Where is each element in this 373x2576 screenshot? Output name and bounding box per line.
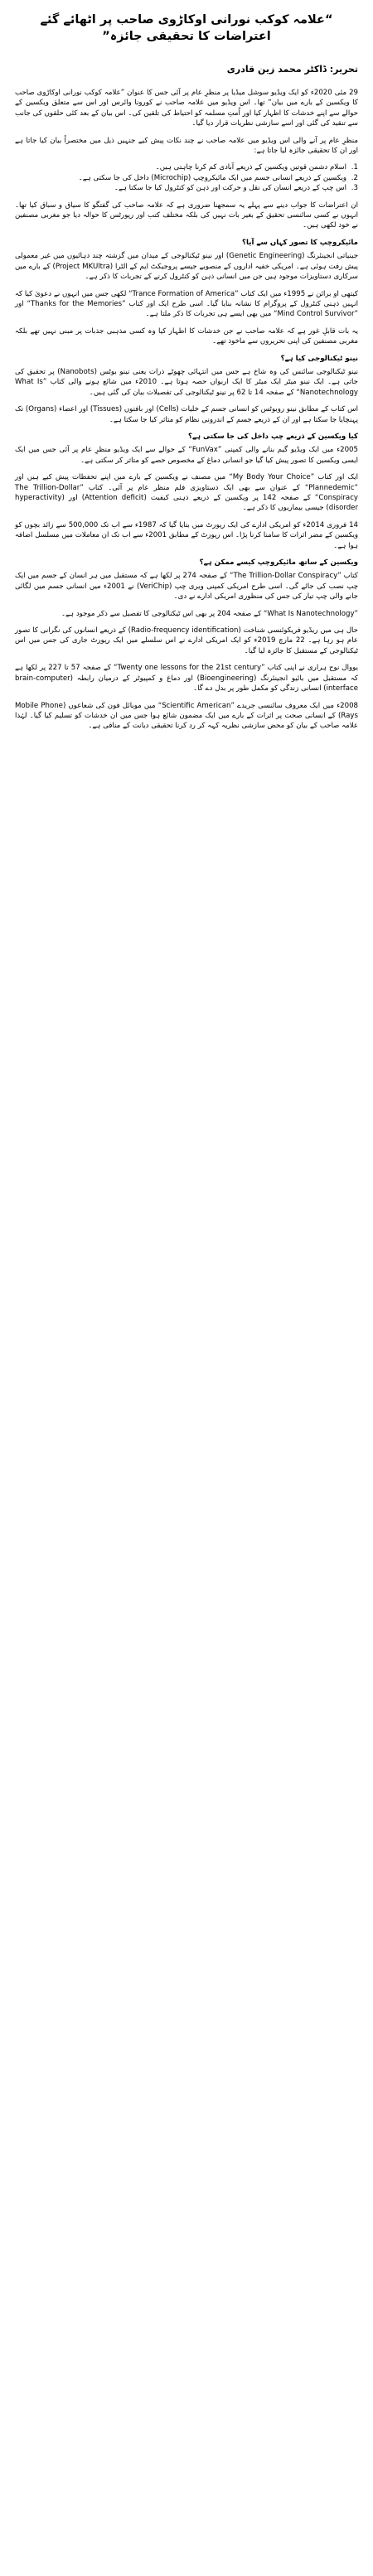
paragraph: کتاب ”The Trillion-Dollar Conspiracy“ کے صفحہ 274 پر لکھا ہے کہ مستقبل میں ہر انسان کے جسم میں ایک چپ نصب کی جائے گی۔ اسی طرح امریکی کمپنی ویری چپ (VeriChip) نے 2001ء میں انسانی جسم میں لگائی جانے والی چپ تیار کی جس کی منظوری امریکی ادارے نے دی۔ [15, 572, 359, 602]
section-question: نینو ٹیکنالوجی کیا ہے؟ [280, 354, 358, 363]
paragraph: کیتھی او برائن نے 1995ء میں ایک کتاب ”Trance Formation of America“ لکھی جس میں انہوں نے دعویٰ کیا کہ انہیں ذہنی کنٹرول کے پروگرام کا نشانہ بنایا گیا۔ اسی طرح ایک اور کتاب ”Thanks for the Memories“ اور ”Mind Control Survivor“ میں بھی ایسے ہی تجربات کا ذکر ملتا ہے۔ [15, 289, 359, 319]
section-question: ویکسین کے ساتھ مائیکروچپ کیسے ممکن ہے؟ [199, 558, 358, 568]
paragraph: 2008ء میں ایک معروف سائنسی جریدے ”Scientific American“ میں موبائل فون کی شعاعوں (Mobile Phone Rays) کے انسانی صحت پر اثرات کے بارے میں ایک مضمون شائع ہوا جس میں ان خدشات کو تسلیم کیا گیا۔ لہٰذا علامہ صاحب کے بیان کو محض سازشی نظریہ کہہ کر رد کرنا تحقیقی دیانت کے منافی ہے۔ [15, 701, 359, 731]
paragraph: 2005ء میں ایک ویڈیو گیم بنانے والی کمپنی ”FunVax“ کے حوالے سے ایک ویڈیو منظرِ عام پر آئی جس میں ایک ایسی ویکسین کا تصور پیش کیا گیا جو انسانی دماغ کے مخصوص حصے کو متاثر کر سکتی ہے۔ [15, 446, 358, 465]
paragraph: نینو ٹیکنالوجی سائنس کی وہ شاخ ہے جس میں انتہائی چھوٹے ذرات یعنی نینو بوٹس (Nanobots) پر تحقیق کی جاتی ہے۔ ایک نینو میٹر ایک میٹر کا ایک اربواں حصہ ہوتا ہے۔ 2010ء میں شائع ہونے والی کتاب ”What Is Nanotechnology“ کے صفحہ 14 تا 62 پر نینو ٹیکنالوجی کی تفصیلات بیان کی گئی ہیں۔ [15, 367, 358, 397]
paragraph: منظرِ عام پر آنے والی اس ویڈیو میں علامہ صاحب نے چند نکات پیش کیے جنہیں ذیل میں مختصراً بیان کیا جاتا ہے اور ان کا تحقیقی جائزہ لیا جاتا ہے: [15, 136, 358, 156]
section-question: کیا ویکسین کے ذریعے چپ داخل کی جا سکتی ہے؟ [187, 432, 358, 441]
claim-item: 3. اس چپ کے ذریعے انسان کی نقل و حرکت اور ذہن کو کنٹرول کیا جا سکتا ہے۔ [114, 184, 358, 193]
paragraph: 14 فروری 2014ء کو امریکی ادارے کی ایک رپورٹ میں بتایا گیا کہ 1987ء سے اب تک 500,000 سے زائد بچوں کو ویکسین کے مضر اثرات کا سامنا کرنا پڑا۔ اس رپورٹ کے مطابق 2001ء سے اب تک ان معاملات میں مسلسل اضافہ ہوا ہے۔ [15, 520, 359, 550]
paragraph: یووال نوح ہراری نے اپنی کتاب ”Twenty one lessons for the 21st century“ کے صفحہ 57 تا 227 پر لکھا ہے کہ مستقبل میں بائیو انجینئرنگ (Bioengineering) اور دماغ و کمپیوٹر کے درمیان رابطہ (brain-computer interface) انسانی زندگی کو مکمل طور پر بدل دے گا۔ [15, 664, 359, 694]
paragraph: اس کتاب کے مطابق نینو روبوٹس کو انسانی جسم کے خلیات (Cells) اور بافتوں (Tissues) اور اعضاء (Organs) تک پہنچایا جا سکتا ہے اور ان کے ذریعے جسم کے اندرونی نظام کو متاثر کیا جا سکتا ہے۔ [15, 405, 359, 424]
claim-item: 1. اسلام دشمن قوتیں ویکسین کے ذریعے آبادی کم کرنا چاہتی ہیں۔ [155, 163, 358, 172]
article-title: “علامہ کوکب نورانی اوکاڑوی صاحب پر اٹھائے گئے اعتراضات کا تحقیقی جائزہ” [40, 13, 333, 43]
paragraph: ایک اور کتاب ”My Body Your Choice“ میں مصنف نے ویکسین کے بارے میں اپنے تحفظات پیش کیے ہیں اور ”Plannedemic“ کے عنوان سے بھی ایک دستاویزی فلم منظر عام پر آئی۔ کتاب ”The Trillion-Dollar Conspiracy“ کے صفحہ 142 پر ویکسین کے ذریعے ذہنی کیفیت (Attention deficit) اور (hyperactivity disorder) جیسی بیماریوں کا ذکر ہے۔ [15, 473, 359, 513]
claim-item: 2. ویکسین کے ذریعے انسانی جسم میں ایک مائیکروچپ (Microchip) داخل کی جا سکتی ہے۔ [78, 173, 358, 182]
article-author: تحریر: ڈاکٹر محمد زین قادری [226, 64, 358, 75]
paragraph: ”What Is Nanotechnology“ کے صفحہ 204 پر بھی اس ٹیکنالوجی کا تفصیل سے ذکر موجود ہے۔ [61, 609, 358, 618]
paragraph: یہ بات قابلِ غور ہے کہ علامہ صاحب نے جن خدشات کا اظہار کیا وہ کسی مذہبی جذبات پر مبنی نہیں تھے بلکہ مغربی مصنفین کی اپنی تحریروں سے ماخوذ تھے۔ [15, 326, 358, 346]
paragraph: ان اعتراضات کا جواب دینے سے پہلے یہ سمجھنا ضروری ہے کہ علامہ صاحب کی گفتگو کا سیاق و سباق کیا تھا۔ انہوں نے کسی سائنسی تحقیق کے بغیر بات نہیں کی بلکہ مختلف کتب اور رپورٹس کا حوالہ دیا جو مغربی مصنفین نے خود لکھی ہیں۔ [15, 201, 358, 230]
paragraph: حال ہی میں ریڈیو فریکوئنسی شناخت (Radio-frequency identification) کے ذریعے انسانوں کی نگرانی کا تصور عام ہو رہا ہے۔ 22 مارچ 2019ء کو ایک امریکی ادارے نے اس سلسلے میں ایک رپورٹ جاری کی جس میں اس ٹیکنالوجی کے مستقبل کا جائزہ لیا گیا۔ [15, 626, 358, 655]
claims-list [15, 162, 358, 193]
paragraph: 29 مئی 2020ء کو ایک ویڈیو سوشل میڈیا پر منظرِ عام پر آئی جس کا عنوان ”علامہ کوکب نورانی اوکاڑوی صاحب کا ویکسین کے بارے میں بیان“ تھا۔ اس ویڈیو میں علامہ صاحب نے کورونا وائرس اور اس سے متعلق ویکسین کے حوالے سے اپنے خدشات کا اظہار کیا اور اُمتِ مسلمہ کو احتیاط کی تلقین کی۔ اس بیان کے بعد کئی حلقوں کی جانب سے تنقید کی گئی اور اسے سازشی نظریات قرار دیا گیا۔ [15, 89, 358, 128]
section-question: مائیکروچپ کا تصور کہاں سے آیا؟ [242, 238, 358, 247]
paragraph: جینیاتی انجینئرنگ (Genetic Engineering) اور نینو ٹیکنالوجی کے میدان میں گزشتہ چند دہائیوں میں غیر معمولی پیش رفت ہوئی ہے۔ امریکی خفیہ اداروں کے منصوبے جیسے پروجیکٹ ایم کے الٹرا (Project MKUltra) کے بارے میں سرکاری دستاویزات موجود ہیں جن میں انسانی ذہن کو کنٹرول کرنے کے تجربات کا ذکر ہے۔ [15, 252, 359, 282]
